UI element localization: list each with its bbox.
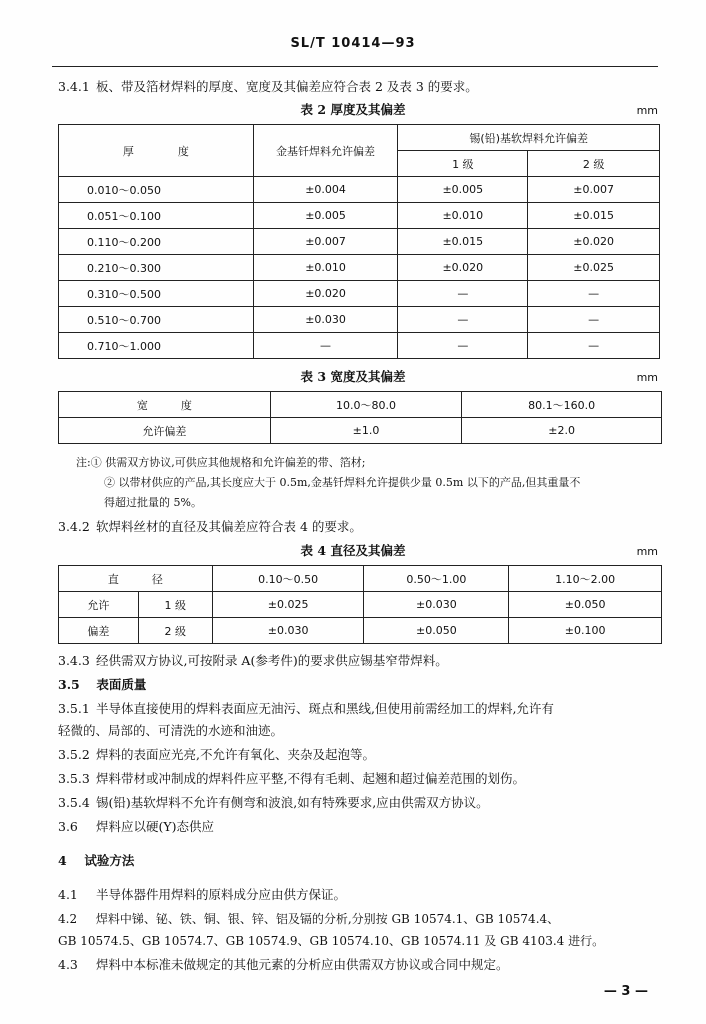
- section-4: [58, 852, 134, 870]
- clause-text: 锡(铅)基软焊料不允许有侧弯和波浪,如有特殊要求,应由供需双方协议。: [95, 795, 489, 810]
- clause-4-3: [58, 956, 509, 974]
- clause-text: 焊料中锑、铋、铁、铜、银、锌、铝及镉的分析,分别按 GB 10574.1、GB 10574.4、: [95, 912, 560, 926]
- clause-3-5-4: [58, 794, 489, 812]
- cell: —: [398, 281, 528, 307]
- table-row: [59, 618, 662, 644]
- header-width: 宽 度: [59, 392, 271, 418]
- row-label: 允许偏差: [59, 418, 271, 444]
- row-label-dev: 偏差: [59, 618, 139, 644]
- table-row: [59, 566, 662, 592]
- section-title: 试验方法: [84, 853, 135, 868]
- cell: ±0.025: [212, 592, 364, 618]
- cell: 0.210～0.300: [59, 255, 254, 281]
- cell: 0.310～0.500: [59, 281, 254, 307]
- table-row: [59, 255, 660, 281]
- cell: ±0.020: [253, 281, 398, 307]
- header-thickness: 厚 度: [59, 125, 254, 177]
- clause-number: 3.4.1: [58, 79, 90, 94]
- section-number: 4: [58, 853, 67, 868]
- cell: 0.50～1.00: [364, 566, 509, 592]
- page-number: — 3 —: [603, 984, 648, 999]
- clause-text: 焊料中本标准未做规定的其他元素的分析应由供需双方协议或合同中规定。: [95, 957, 509, 972]
- cell: ±0.015: [398, 229, 528, 255]
- clause-3-4-2: [58, 518, 362, 536]
- table2-caption: 表 2 厚度及其偏差: [300, 102, 406, 117]
- clause-text: 经供需双方协议,可按附录 A(参考件)的要求供应锡基窄带焊料。: [95, 653, 448, 668]
- cell: 0.010～0.050: [59, 177, 254, 203]
- header-grade1: 1 级: [398, 151, 528, 177]
- cell: ±0.005: [253, 203, 398, 229]
- table3-width: [58, 391, 662, 444]
- cell: ±2.0: [462, 418, 662, 444]
- clause-text: 板、带及箔材焊料的厚度、宽度及其偏差应符合表 2 及表 3 的要求。: [95, 79, 478, 94]
- clause-4-2: [58, 910, 559, 928]
- clause-text: 半导体直接使用的焊料表面应无油污、斑点和黑线,但使用前需经加工的焊料,允许有: [95, 701, 554, 716]
- clause-number: 3.6: [58, 819, 78, 834]
- table2-unit: mm: [636, 104, 658, 117]
- cell: ±0.050: [509, 592, 662, 618]
- clause-number: 4.2: [58, 912, 78, 926]
- clause-number: 4.3: [58, 957, 78, 972]
- clause-text: 软焊料丝材的直径及其偏差应符合表 4 的要求。: [95, 519, 362, 534]
- cell: ±0.020: [528, 229, 660, 255]
- cell: ±1.0: [270, 418, 462, 444]
- table2-thickness: [58, 124, 660, 359]
- clause-number: 3.5.3: [58, 771, 90, 786]
- cell: 10.0～80.0: [270, 392, 462, 418]
- cell: —: [253, 333, 398, 359]
- table3-unit: mm: [636, 371, 658, 384]
- clause-3-4-3: [58, 652, 448, 670]
- row-label-allow: 允许: [59, 592, 139, 618]
- cell: —: [398, 333, 528, 359]
- table-row: [59, 592, 662, 618]
- clause-number: 3.5.1: [58, 701, 90, 716]
- table-row: [59, 307, 660, 333]
- clause-4-2-continued: GB 10574.5、GB 10574.7、GB 10574.9、GB 10574.10、GB 10574.11 及 GB 4103.4 进行。: [58, 934, 605, 948]
- cell: 0.710～1.000: [59, 333, 254, 359]
- table-row: [59, 229, 660, 255]
- clause-number: 3.5: [58, 677, 80, 692]
- clause-3-4-1: [58, 78, 478, 96]
- cell: ±0.025: [528, 255, 660, 281]
- cell: ±0.004: [253, 177, 398, 203]
- clause-text: 焊料的表面应光亮,不允许有氧化、夹杂及起泡等。: [95, 747, 375, 762]
- cell: 1.10～2.00: [509, 566, 662, 592]
- cell: 0.10～0.50: [212, 566, 364, 592]
- cell: ±0.100: [509, 618, 662, 644]
- table4-diameter: [58, 565, 662, 644]
- cell: ±0.050: [364, 618, 509, 644]
- clause-text: 焊料应以硬(Y)态供应: [95, 819, 214, 834]
- header-diameter: 直 径: [59, 566, 213, 592]
- grade-label: 1 级: [138, 592, 212, 618]
- header-tin: 锡(铅)基软焊料允许偏差: [398, 125, 660, 151]
- cell: —: [528, 333, 660, 359]
- note-2: ② 以带材供应的产品,其长度应大于 0.5m,金基钎焊料允许提供少量 0.5m 以下的产品,但其重量不: [104, 476, 581, 489]
- clause-text: 半导体器件用焊料的原料成分应由供方保证。: [95, 887, 346, 902]
- header-divider: [52, 66, 658, 67]
- clause-3-5-1-continued: 轻微的、局部的、可清洗的水迹和油迹。: [58, 723, 284, 738]
- cell: ±0.030: [212, 618, 364, 644]
- cell: ±0.005: [398, 177, 528, 203]
- table4-unit: mm: [636, 545, 658, 558]
- table-row: [59, 281, 660, 307]
- table-row: [59, 177, 660, 203]
- clause-number: 3.5.4: [58, 795, 90, 810]
- cell: ±0.030: [253, 307, 398, 333]
- cell: 0.051～0.100: [59, 203, 254, 229]
- standard-code-header: SL/T 10414—93: [290, 36, 416, 51]
- table-row: [59, 203, 660, 229]
- cell: ±0.015: [528, 203, 660, 229]
- clause-3-5-1: [58, 700, 554, 718]
- clause-number: 4.1: [58, 887, 78, 902]
- clause-3-5-3: [58, 770, 525, 788]
- cell: ±0.020: [398, 255, 528, 281]
- table-row: [59, 392, 662, 418]
- grade-label: 2 级: [138, 618, 212, 644]
- cell: 80.1～160.0: [462, 392, 662, 418]
- cell: —: [528, 281, 660, 307]
- clause-3-5-2: [58, 746, 375, 764]
- cell: —: [398, 307, 528, 333]
- clause-text: 焊料带材或冲制成的焊料件应平整,不得有毛刺、起翘和超过偏差范围的划伤。: [95, 771, 525, 786]
- section-3-5: [58, 676, 146, 694]
- header-grade2: 2 级: [528, 151, 660, 177]
- note-2-continued: 得超过批量的 5%。: [104, 496, 202, 509]
- table3-caption: 表 3 宽度及其偏差: [300, 369, 406, 384]
- cell: 0.510～0.700: [59, 307, 254, 333]
- table-row: [59, 418, 662, 444]
- clause-number: 3.4.3: [58, 653, 90, 668]
- cell: —: [528, 307, 660, 333]
- cell: ±0.010: [398, 203, 528, 229]
- header-gold: 金基钎焊料允许偏差: [253, 125, 398, 177]
- table-row: [59, 333, 660, 359]
- clause-number: 3.5.2: [58, 747, 90, 762]
- section-title: 表面质量: [96, 677, 147, 692]
- cell: ±0.030: [364, 592, 509, 618]
- note-1: 注:① 供需双方协议,可供应其他规格和允许偏差的带、箔材;: [76, 456, 366, 469]
- clause-3-6: [58, 818, 214, 836]
- clause-number: 3.4.2: [58, 519, 90, 534]
- table4-caption: 表 4 直径及其偏差: [300, 543, 406, 558]
- cell: ±0.007: [253, 229, 398, 255]
- clause-4-1: [58, 886, 346, 904]
- cell: ±0.007: [528, 177, 660, 203]
- cell: 0.110～0.200: [59, 229, 254, 255]
- cell: ±0.010: [253, 255, 398, 281]
